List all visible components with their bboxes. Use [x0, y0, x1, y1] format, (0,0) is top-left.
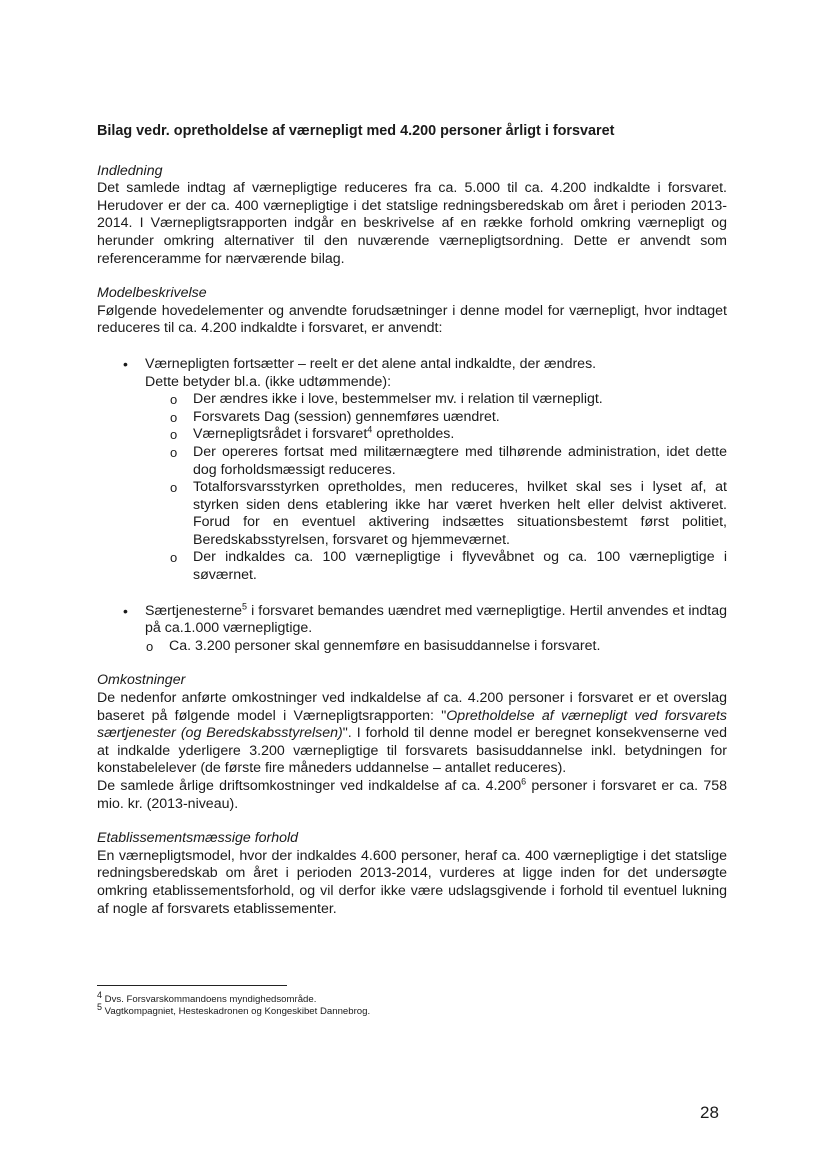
sub-bullet: o: [170, 409, 178, 425]
establishment-paragraph: En værnepligtsmodel, hvor der indkaldes 4.600 personer, heraf ca. 400 værnepligtige i det statslige redningsberedskab om året i perioden 2013-2014, vurderes at ligge inden for det undersøgte omkring etablissementsforhold, og vil derfor ikke være udslagsgivende i forhold til eventuel lukning af nogle af forsvarets etablissementer.: [97, 847, 727, 917]
bullet-list: [97, 356, 727, 656]
costs-text-b: ". I forhold til denne model er beregnet konsekvenserne ved at indkalde yderligere 3.200 værnepligtige til forsvarets basisuddannelse inkl. betydningen for konstabelelever (de første fire måneders uddannelse – antallet reduceres).: [97, 725, 727, 777]
footnote-ref-6: 6: [521, 776, 527, 787]
sub-item-text: Ca. 3.200 personer skal gennemføre en basisuddannelse i forsvaret.: [169, 637, 601, 654]
sub-item-text: Totalforsvarsstyrken opretholdes, men reduceres, hvilket skal ses i lyset af, at styrken siden dens etablering ikke har været hverken helt eller delvist aktiveret. Forud for en eventuel aktivering indsættes situationsbestemt først politiet, Beredskabsstyrelsen, forsvaret og hjemmeværnet.: [193, 479, 727, 548]
sub-bullet: o: [170, 444, 178, 460]
sub-item-text: Der ændres ikke i love, bestemmelser mv. i relation til værnepligt.: [193, 391, 603, 408]
sub-item: [145, 409, 727, 427]
costs-paragraph: [97, 690, 727, 778]
sub-item-text: Værnepligtsrådet i forsvaret: [193, 426, 368, 443]
bullet-dot: •: [123, 602, 128, 619]
page-number: 28: [700, 1103, 719, 1122]
document-body: [97, 123, 727, 918]
section-heading-costs: Omkostninger: [97, 672, 186, 689]
bullet-2-text-b: i forsvaret bemandes uændret med værnepligtige. Hertil anvendes et indtag på ca.1.000 værnepligtige.: [145, 602, 727, 637]
footnote-text: Dvs. Forsvarskommandoens myndighedsområde.: [102, 994, 317, 1005]
bullet-dot: •: [123, 355, 128, 372]
bullet-1-text-b: Dette betyder bl.a. (ikke udtømmende):: [145, 373, 392, 390]
bullet-item-2: [97, 600, 727, 656]
footnote-5: [97, 1001, 727, 1018]
sub-bullet: o: [170, 427, 178, 443]
sub-item-text: Forsvarets Dag (session) gennemføres uændret.: [193, 408, 500, 425]
sub-bullet: o: [170, 550, 178, 566]
sub-item-text: Der indkaldes ca. 100 værnepligtige i flyvevåbnet og ca. 100 værnepligtige i søværnet.: [193, 549, 727, 584]
sub-item: [145, 549, 727, 584]
bullet-item-1: [97, 356, 727, 585]
sub-item: [145, 426, 727, 444]
sub-item: [145, 444, 727, 479]
costs-paragraph-2: [97, 778, 727, 813]
sub-item: [145, 391, 727, 409]
footnote-ref-4: 4: [367, 424, 373, 435]
intro-paragraph: Det samlede indtag af værnepligtige reduceres fra ca. 5.000 til ca. 4.200 indkaldte i forsvaret. Herudover er der ca. 400 værnepligtige i det statslige redningsberedskab om året i perioden 2013-2014. I Værnepligtsrapporten indgår en beskrivelse af en række forhold omkring værnepligt og herunder omkring alternativer til den nuværende værnepligtsordning. Dette er anvendt som referenceramme for nærværende bilag.: [97, 180, 727, 267]
footnote-number: 5: [97, 1001, 103, 1012]
sub-item: [121, 638, 727, 656]
sub-bullet: o: [170, 480, 178, 496]
footnote-number: 4: [97, 989, 103, 1000]
footnotes: [97, 985, 727, 1018]
sub-list-2: [121, 638, 727, 656]
footnote-divider: [97, 985, 287, 986]
sub-item-text: Der opereres fortsat med militærnægtere med tilhørende administration, idet dette dog forholdsmæssigt reduceres.: [193, 443, 727, 478]
costs-text-italic: Opretholdelse af værnepligt ved forsvarets særtjenester (og Beredskabsstyrelsen): [97, 707, 727, 742]
sub-list-1: [145, 391, 727, 585]
footnote-4: [97, 989, 727, 1006]
sub-item: [145, 479, 727, 549]
sub-bullet: o: [146, 638, 154, 654]
section-heading-intro: Indledning: [97, 162, 163, 179]
costs-text2-b: personer i forsvaret er ca. 758 mio. kr. (2013-niveau).: [97, 778, 727, 812]
section-heading-model: Modelbeskrivelse: [97, 285, 207, 302]
document-title: Bilag vedr. opretholdelse af værnepligt med 4.200 personer årligt i forsvaret: [97, 123, 615, 139]
bullet-2-text-a: Særtjenesterne: [145, 602, 242, 619]
bullet-1-text-a: Værnepligten fortsætter – reelt er det alene antal indkaldte, der ændres.: [145, 355, 597, 372]
sub-bullet: o: [170, 392, 178, 408]
sub-item-text: opretholdes.: [372, 426, 455, 443]
model-paragraph: Følgende hovedelementer og anvendte forudsætninger i denne model for værnepligt, hvor indtaget reduceres til ca. 4.200 indkaldte i forsvaret, er anvendt:: [97, 302, 727, 337]
section-heading-establishment: Etablissementsmæssige forhold: [97, 830, 299, 847]
footnote-text: Vagtkompagniet, Hesteskadronen og Kongeskibet Dannebrog.: [102, 1006, 371, 1017]
footnote-ref-5: 5: [242, 600, 248, 611]
bullet-2-text: [145, 600, 727, 638]
costs-text2-a: De samlede årlige driftsomkostninger ved indkaldelse af ca. 4.200: [97, 778, 522, 794]
costs-text-a: De nedenfor anførte omkostninger ved indkaldelse af ca. 4.200 personer i forsvaret er et overslag baseret på følgende model i Værnepligtsrapporten: ": [97, 690, 727, 724]
